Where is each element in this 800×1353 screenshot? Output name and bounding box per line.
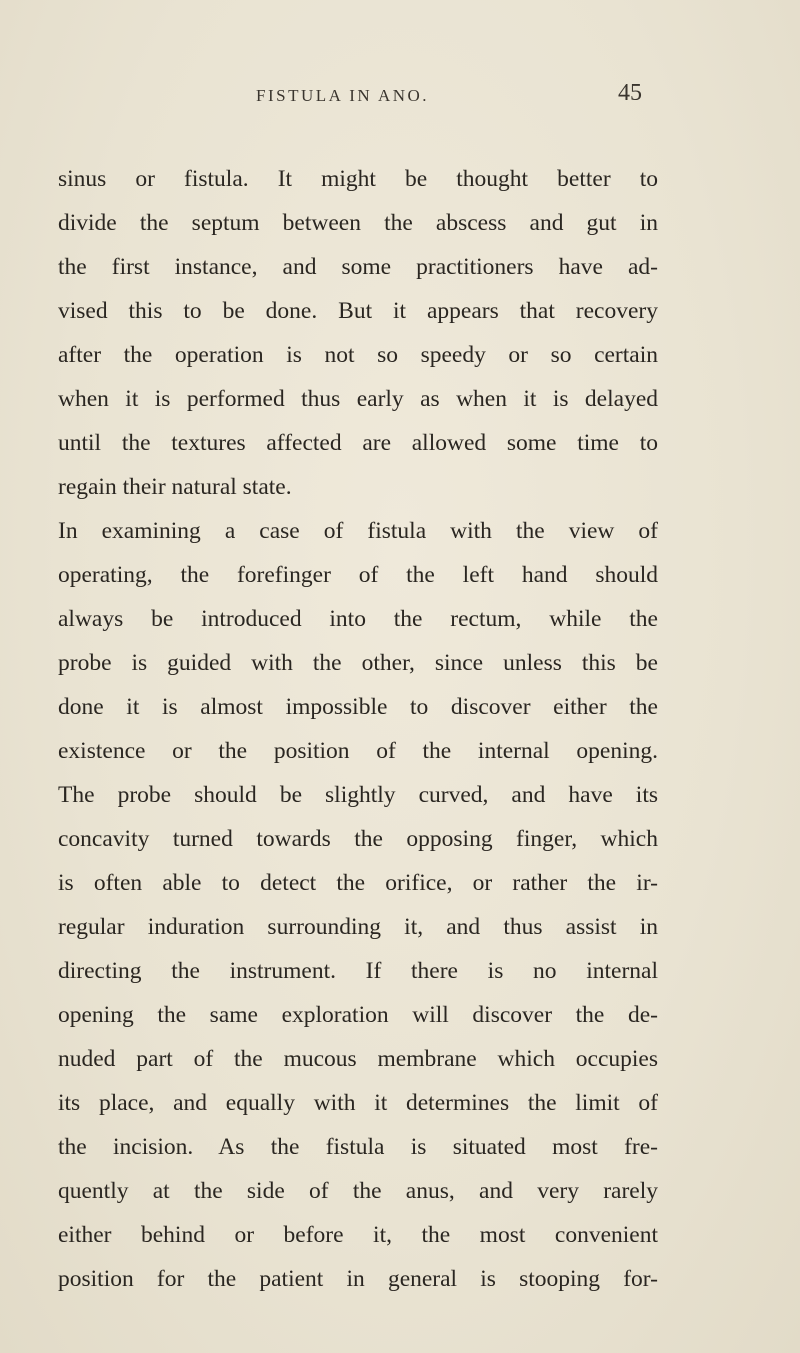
text-line: opening the same exploration will discover the de- (58, 1002, 658, 1028)
text-line: probe is guided with the other, since unless this be (58, 650, 658, 676)
text-line: sinus or fistula. It might be thought better to (58, 166, 658, 192)
paragraph-end-line: regain their natural state. (58, 474, 292, 500)
text-line: existence or the position of the internal opening. (58, 738, 658, 764)
text-line: always be introduced into the rectum, while the (58, 606, 658, 632)
body-text (58, 157, 658, 1301)
text-line: until the textures affected are allowed some time to (58, 430, 658, 456)
text-line: after the operation is not so speedy or so certain (58, 342, 658, 368)
text-line: is often able to detect the orifice, or rather the ir- (58, 870, 658, 896)
text-line: either behind or before it, the most convenient (58, 1222, 658, 1248)
text-line: the incision. As the fistula is situated most fre- (58, 1134, 658, 1160)
text-line: directing the instrument. If there is no internal (58, 958, 658, 984)
paragraph-start-line: In examining a case of fistula with the view of (58, 518, 658, 544)
text-line: regular induration surrounding it, and thus assist in (58, 914, 658, 940)
text-line: quently at the side of the anus, and very rarely (58, 1178, 658, 1204)
running-title: FISTULA IN ANO. (256, 86, 430, 105)
text-line: vised this to be done. But it appears that recovery (58, 298, 658, 324)
text-line: The probe should be slightly curved, and have its (58, 782, 658, 808)
text-line: position for the patient in general is stooping for- (58, 1266, 658, 1292)
text-line: its place, and equally with it determines the limit of (58, 1090, 658, 1116)
text-line: nuded part of the mucous membrane which occupies (58, 1046, 658, 1072)
text-line: concavity turned towards the opposing finger, which (58, 826, 658, 852)
page-number: 45 (618, 80, 642, 106)
running-head (0, 80, 800, 126)
text-line: operating, the forefinger of the left hand should (58, 562, 658, 588)
text-line: the first instance, and some practitioners have ad- (58, 254, 658, 280)
text-line: when it is performed thus early as when it is delayed (58, 386, 658, 412)
text-line: divide the septum between the abscess and gut in (58, 210, 658, 236)
text-line: done it is almost impossible to discover either the (58, 694, 658, 720)
